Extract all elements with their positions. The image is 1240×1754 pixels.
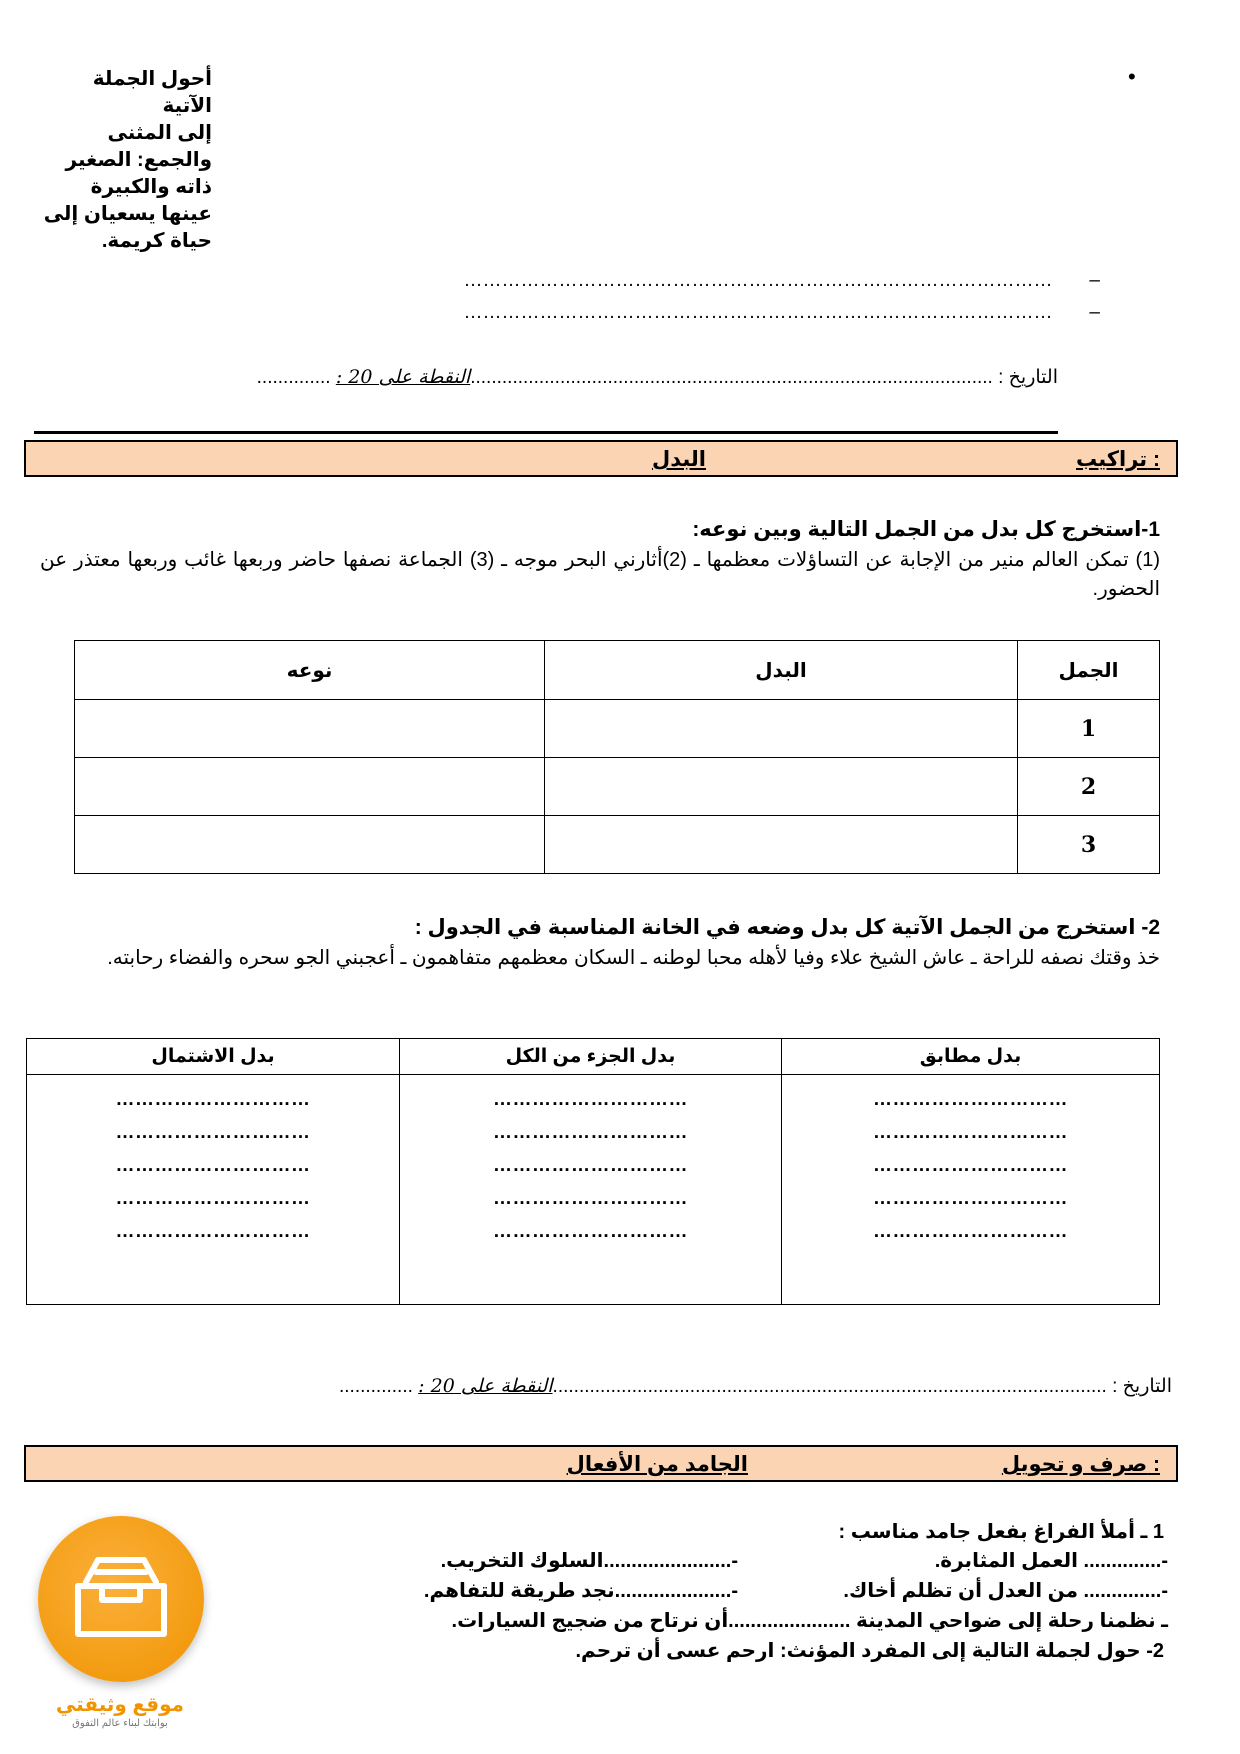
top-note-line: ذاته والكبيرة [90, 176, 212, 198]
answer-dash: – [1089, 270, 1100, 291]
date-row [58, 366, 1058, 389]
answer-cell[interactable] [782, 1075, 1160, 1305]
table-header: بدل مطابق [782, 1039, 1160, 1075]
row-number: 3 [1018, 816, 1160, 874]
horizontal-rule [34, 431, 1058, 434]
answer-line-1[interactable] [360, 270, 1100, 292]
table-header: بدل الاشتمال [27, 1039, 400, 1075]
table-header: الجمل [1018, 641, 1160, 700]
logo-name: موقع وثيقتي [55, 1694, 185, 1716]
top-note-line: والجمع: الصغير [65, 149, 212, 171]
answer-cell[interactable] [27, 1075, 400, 1305]
date-label: التاريخ : [998, 367, 1058, 388]
answer-cell[interactable] [545, 758, 1018, 816]
score-dots[interactable]: .............. [256, 367, 331, 388]
row-number: 1 [1018, 700, 1160, 758]
answer-dots: ………………………… [873, 1221, 1068, 1242]
exercise-item[interactable]: ـ نظمنا رحلة إلى ضواحي المدينة ......................أن نرتاح من ضجيج السيارات. [451, 1610, 1168, 1632]
question-2-title: 2- استخرج من الجمل الآتية كل بدل وضعه في الخانة المناسبة في الجدول : [414, 916, 1160, 939]
bullet-mark: • [1128, 64, 1136, 89]
answer-dots: ………………………… [115, 1221, 311, 1242]
answer-dots: ………………………… [115, 1188, 311, 1209]
answer-cell[interactable] [75, 758, 545, 816]
top-note-line: إلى المثنى [107, 122, 212, 144]
exercise-title: 1 ـ أملأ الفراغ بفعل جامد مناسب : [838, 1521, 1164, 1543]
table-header: البدل [545, 641, 1018, 700]
date-label: التاريخ : [1112, 1376, 1172, 1397]
exercise-item[interactable]: -.......................السلوك التخريب. [440, 1550, 738, 1572]
answer-dots: ………………………… [493, 1188, 688, 1209]
logo-slogan: بوابتك لبناء عالم التفوق [72, 1718, 168, 1729]
exercise-item[interactable]: -.............. العمل المثابرة. [934, 1550, 1168, 1572]
answer-dots: ………………………… [115, 1122, 311, 1143]
answer-cell[interactable] [400, 1075, 782, 1305]
answer-cell[interactable] [545, 700, 1018, 758]
top-note [40, 66, 212, 255]
question-2-text: خذ وقتك نصفه للراحة ـ عاش الشيخ علاء وفيا لأهله محبا لوطنه ـ السكان معظمهم متفاهمون ـ أعجبني الجو سحره والفضاء رحابته. [107, 947, 1160, 969]
answer-dots: ………………………… [493, 1089, 688, 1110]
answer-dash: – [1089, 302, 1100, 323]
answer-dots: ………………………… [493, 1221, 688, 1242]
answer-dots: ………………………… [115, 1089, 311, 1110]
answer-dots: ………………………………………………………………………………… [463, 270, 1053, 291]
date-dots[interactable]: ......................................................................................................... [552, 1376, 1107, 1397]
answer-dots: ………………………………………………………………………………… [463, 302, 1053, 323]
date-dots[interactable]: ................................................................................................... [470, 367, 993, 388]
score-dots[interactable]: .............. [338, 1376, 413, 1397]
table-row [27, 1075, 1160, 1305]
answer-cell[interactable] [545, 816, 1018, 874]
row-number: 2 [1018, 758, 1160, 816]
question-1-title: 1-استخرج كل بدل من الجمل التالية وبين نوعه: [692, 518, 1160, 541]
exercise-item[interactable]: -.............. من العدل أن تظلم أخاك. [843, 1580, 1168, 1602]
section-banner-tarakib [24, 440, 1178, 477]
answer-dots: ………………………… [493, 1122, 688, 1143]
table-header: نوعه [75, 641, 545, 700]
score-label: النقطة على 20 : [418, 1375, 553, 1397]
section-topic: البدل [651, 448, 706, 471]
section-label: تراكيب : [1076, 448, 1160, 471]
table-header-row [27, 1039, 1160, 1075]
table-header: بدل الجزء من الكل [400, 1039, 782, 1075]
table-row [75, 700, 1160, 758]
answer-dots: ………………………… [873, 1155, 1068, 1176]
top-note-line: أحول الجملة الآتية [92, 68, 212, 117]
exercise-question-2: 2- حول لجملة التالية إلى المفرد المؤنث: ارحم عسى أن ترحم. [575, 1640, 1164, 1662]
exercise-item[interactable]: -.....................نجد طريقة للتفاهم. [423, 1580, 738, 1602]
answer-cell[interactable] [75, 816, 545, 874]
archive-box-icon [38, 1516, 204, 1682]
section-banner-sarf [24, 1445, 1178, 1482]
answer-dots: ………………………… [873, 1122, 1068, 1143]
answer-line-2[interactable] [360, 302, 1100, 324]
table-row [75, 816, 1160, 874]
score-label: النقطة على 20 : [335, 366, 471, 388]
date-row [72, 1375, 1172, 1398]
answer-dots: ………………………… [873, 1188, 1068, 1209]
section-topic: الجامد من الأفعال [566, 1453, 748, 1476]
badal-types-table [26, 1038, 1160, 1305]
site-logo [38, 1516, 204, 1682]
table-row [75, 758, 1160, 816]
question-1-text: (1) تمكن العالم منير من الإجابة عن التساؤلات معظمها ـ (2)أثارني البحر موجه ـ (3) الجماعة نصفها حاضر وربعها غائب وربعها معتذر عن الحضور. [40, 549, 1160, 600]
top-note-line: حياة كريمة. [101, 230, 212, 252]
answer-cell[interactable] [75, 700, 545, 758]
answer-dots: ………………………… [873, 1089, 1068, 1110]
answer-dots: ………………………… [115, 1155, 311, 1176]
table-header-row [75, 641, 1160, 700]
badal-table [74, 640, 1160, 874]
section-label: صرف و تحويل : [1001, 1453, 1160, 1476]
answer-dots: ………………………… [493, 1155, 688, 1176]
top-note-line: عينها يسعيان إلى [43, 203, 212, 225]
